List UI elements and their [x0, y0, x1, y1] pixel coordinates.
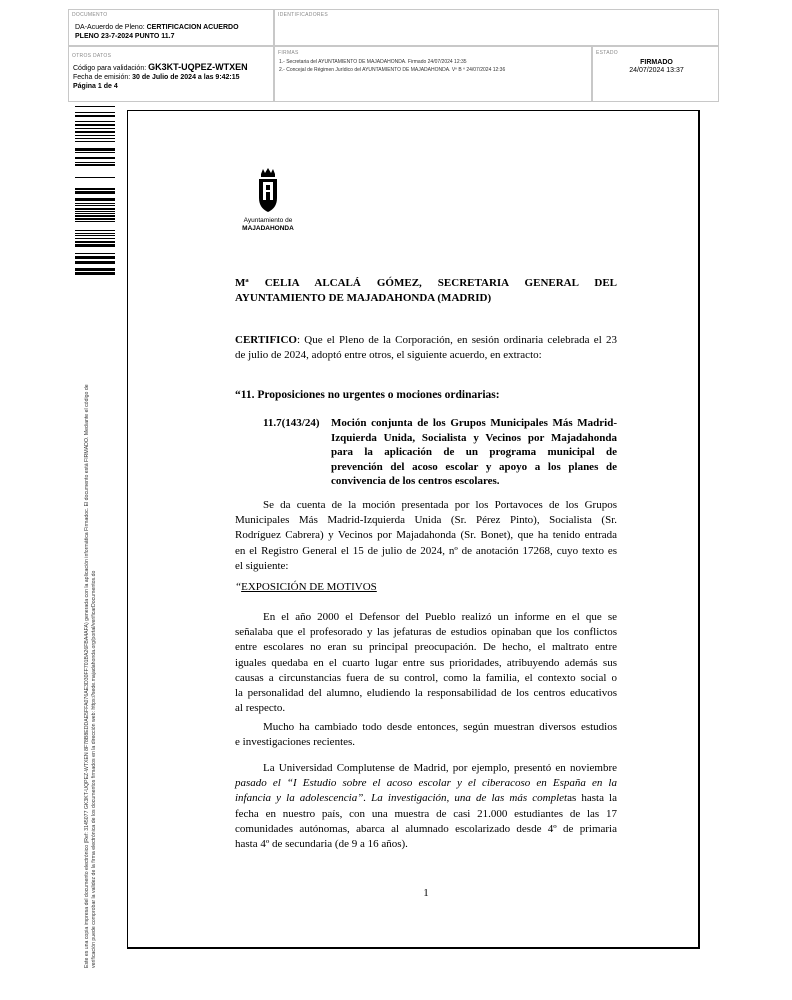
paragraph-3 [235, 720, 617, 750]
coat-of-arms-logo [233, 168, 303, 216]
motion-lines-line: para la aplicación de un programa municipal de [331, 446, 617, 459]
exposicion-heading [235, 580, 617, 595]
p4-line1: La Universidad Complutense de Madrid, por ejemplo, presentó en noviembre [263, 762, 617, 774]
estado-firmado: FIRMADO [640, 59, 673, 66]
identificadores-box [274, 9, 719, 46]
documento-bold: CERTIFICACION ACUERDO [146, 24, 239, 31]
estado-label: ESTADO [596, 50, 618, 56]
p4-rest [235, 807, 617, 853]
p4-line2: pasado el “I Estudio sobre el acoso escolar y el ciberacoso en España en la [235, 777, 617, 790]
p2-line: señalaba que el profesorado y las jefaturas de estudios opinaban que los conflictos [235, 626, 617, 639]
firmas-box [274, 46, 592, 102]
p1-line: Municipales Más Madrid-Izquierda Unida (Sr. Pérez Pinto), Socialista (Sr. [235, 514, 617, 527]
codigo-value[interactable]: GK3KT-UQPEZ-WTXEN [148, 62, 248, 72]
p2-line: la personalidad del alumno, eludiendo la responsabilidad de los centros educativos [235, 687, 617, 700]
documento-line2: PLENO 23-7-2024 PUNTO 11.7 [75, 33, 175, 40]
otros-datos-box [68, 46, 274, 102]
logo-caption [233, 217, 303, 233]
motion-lines-line: Moción conjunta de los Grupos Municipales Más Madrid- [331, 417, 617, 429]
paragraph-4 [235, 761, 617, 852]
motion-lines-line: convivencia de los centros escolares. [331, 475, 500, 488]
identificadores-label: IDENTIFICADORES [278, 12, 329, 18]
verification-side-text [84, 303, 98, 968]
logo-line1: Ayuntamiento de [243, 217, 293, 224]
motion-title [331, 416, 617, 489]
paragraph-2 [235, 610, 617, 716]
title-line1: Mª CELIA ALCALÁ GÓMEZ, SECRETARIA GENERAL DEL [235, 277, 617, 289]
fecha-value: 30 de Julio de 2024 a las 9:42:15 [132, 74, 240, 81]
estado-date: 24/07/2024 13:37 [629, 67, 684, 74]
p2-line: iguales quedaba en el cuarto lugar entre sus prioridades, atribuyendo además sus [235, 656, 617, 669]
documento-title [75, 23, 275, 41]
p2-line: al respecto. [235, 702, 286, 715]
fecha-emision [73, 73, 273, 82]
fecha-prefix: Fecha de emisión: [73, 74, 133, 81]
pagina-value: Página 1 de 4 [73, 83, 118, 90]
firma-2: 2.- Concejal de Régimen Jurídico del AYUNTAMIENTO DE MAJADAHONDA. Vº B º 24/07/2024 12:36 [279, 67, 506, 73]
barcode [75, 104, 115, 276]
p2-line: causas a circunstancias fuera de su control, como la familia, el contexto social o [235, 671, 617, 684]
side-text-line2: verificación puede comprobar la validez de la firma electrónica de los documentos firmados en la dirección web: https://sede.majadahonda.org/portal/verificarDocumentos.do [91, 570, 97, 968]
certifico-paragraph [235, 333, 617, 363]
motion-number: 11.7(143/24) [263, 417, 320, 429]
p4-line3-italic: infancia y la adolescencia”. La investigación, una de las más complet [235, 792, 568, 805]
p4rest-line: comunidades autónomas, abarca al alumnado escolarizado desde 4º de primaria [235, 822, 617, 835]
certifico-text1: : Que el Pleno de la Corporación, en sesión ordinaria celebrada el 23 [296, 334, 617, 346]
documento-label: DOCUMENTO [72, 12, 108, 18]
motion-lines-line: Izquierda Unida, Socialista y Vecinos por Majadahonda [331, 431, 617, 444]
documento-box [68, 9, 274, 46]
p1-line: el siguiente: [235, 559, 289, 572]
exposicion-quote: “ [235, 581, 242, 593]
p3-line: e investigaciones recientes. [235, 736, 356, 749]
codigo-prefix: Código para validación: [73, 65, 149, 72]
side-text-line1: Este es una copia impresa del documento electrónico (Ref: 3145077 GK3KT-UQPEZ-WTXEN 8F78B8EDDAE5FFA076AE3D30FF701BA26FBA4AFA) generada con la aplicación informática Firmadoc. El documento está FIRMADO. Mediante el código de [84, 384, 90, 968]
certifico-label: CERTIFICO [235, 334, 297, 346]
title-line2: AYUNTAMIENTO DE MAJADAHONDA (MADRID) [235, 292, 492, 305]
p4-line3-rest: as hasta la [567, 792, 617, 805]
p1-line: Rodríguez Cabrera) y Vecinos por Majadahonda (Sr. Bonet), que ha tenido entrada [235, 529, 617, 542]
section-heading: “11. Proposiciones no urgentes o mociones ordinarias: [235, 389, 500, 401]
firmas-label: FIRMAS [278, 50, 299, 56]
page-number: 1 [423, 887, 429, 899]
exposicion-text: EXPOSICIÓN DE MOTIVOS [241, 581, 377, 593]
p3-line: Mucho ha cambiado todo desde entonces, según muestran diversos estudios [263, 721, 617, 733]
p2-line: En el año 2000 el Defensor del Pueblo realizó un informe en el que se [263, 611, 617, 623]
otros-datos-label: OTROS DATOS [72, 53, 112, 59]
document-title [235, 276, 617, 306]
motion-lines-line: prevención del acoso escolar y apoyo a los planes de [331, 460, 617, 473]
paragraph-1 [235, 498, 617, 574]
certifico-line2: de julio de 2024, adoptó entre otros, el siguiente acuerdo, en extracto: [235, 349, 542, 362]
certifico-line1 [235, 333, 617, 348]
documento-prefix: DA-Acuerdo de Pleno: [75, 24, 147, 31]
logo-line2: MAJADAHONDA [242, 225, 294, 232]
firma-1: 1.- Secretaria del AYUNTAMIENTO DE MAJADAHONDA. Firmado 24/07/2024 12:35 [279, 59, 467, 65]
p1-line: en el Registro General el 15 de julio de 2024, nº de anotación 17268, cuyo texto es [235, 544, 617, 557]
p4-line3 [235, 791, 617, 806]
estado-box [592, 46, 719, 102]
codigo-validacion [73, 63, 273, 73]
p2-line: entre escolares no eran su principal preocupación. De hecho, el maltrato entre [235, 641, 617, 654]
pagina [73, 82, 118, 91]
p4rest-line: fecha en nuestro país, con una muestra de casi 21.000 estudiantes de las 17 [235, 807, 617, 820]
p4rest-line: hasta 4º de secundaria (de 9 a 16 años). [235, 838, 408, 851]
p1-line: Se da cuenta de la moción presentada por los Portavoces de los Grupos [263, 499, 617, 511]
